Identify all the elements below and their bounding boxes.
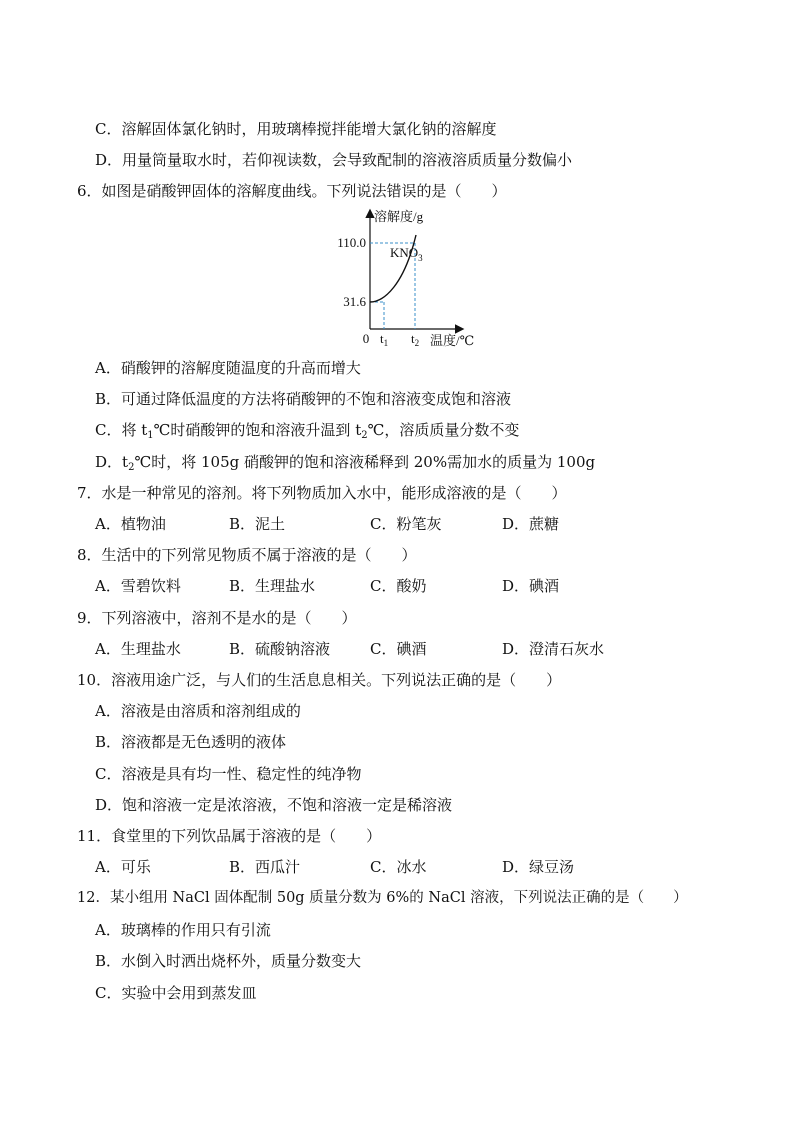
q7-option-d: D．蔗糖 [502,515,560,533]
q8-option-a: A．雪碧饮料 [95,577,181,595]
q12-stem: 12．某小组用 NaCl 固体配制 50g 质量分数为 6%的 NaCl 溶液，下列说法正确的是（ ） [77,890,688,906]
q8-option-d: D．碘酒 [502,577,560,595]
q7-option-b: B．泥土 [229,515,286,533]
q11-option-b: B．西瓜汁 [229,858,301,876]
q10-stem: 10．溶液用途广泛，与人们的生活息息相关。下列说法正确的是（ ） [77,671,562,689]
y-axis-label: 溶解度/g [374,209,424,224]
q9-stem: 9．下列溶液中，溶剂不是水的是（ ） [77,609,357,627]
q11-option-c: C．冰水 [370,858,427,876]
q8-stem: 8．生活中的下列常见物质不属于溶液的是（ ） [77,546,417,564]
q6-stem: 6．如图是硝酸钾固体的溶解度曲线。下列说法错误的是（ ） [77,182,507,200]
q11-option-a: A．可乐 [95,858,151,876]
q10-option-a: A．溶液是由溶质和溶剂组成的 [95,702,301,720]
q5-option-d: D．用量筒量取水时，若仰视读数，会导致配制的溶液溶质质量分数偏小 [95,151,573,169]
q8-option-b: B．生理盐水 [229,577,316,595]
q12-option-b: B．水倒入时洒出烧杯外，质量分数变大 [95,952,362,970]
x-tick-t1: $t_1$ [380,331,389,348]
q7-stem: 7．水是一种常见的溶剂。将下列物质加入水中，能形成溶液的是（ ） [77,484,567,502]
q6-option-a: A．硝酸钾的溶解度随温度的升高而增大 [95,359,361,377]
q12-option-a: A．玻璃棒的作用只有引流 [95,921,271,939]
q6-option-c: C．将 $t_1℃$时硝酸钾的饱和溶液升温到 $t_2℃$，溶质质量分数不变 [95,421,520,441]
origin-label: 0 [362,331,370,346]
solubility-curve-chart [328,205,488,350]
series-label-kno3: $KNO_3$ [390,245,423,263]
q11-option-d: D．绿豆汤 [502,858,575,876]
q9-option-d: D．澄清石灰水 [502,640,605,658]
q7-option-a: A．植物油 [95,515,166,533]
x-axis-label: 温度/℃ [430,333,475,348]
x-tick-t2: $t_2$ [411,331,420,348]
q9-option-c: C．碘酒 [370,640,427,658]
q9-option-b: B．硫酸钠溶液 [229,640,331,658]
q9-option-a: A．生理盐水 [95,640,181,658]
q8-option-c: C．酸奶 [370,577,427,595]
q7-option-c: C．粉笔灰 [370,515,442,533]
q6-option-d: D．$t_2℃$时，将 105g 硝酸钾的饱和溶液稀释到 20%需加水的质量为 100g [95,453,596,473]
y-tick-31-6: 31.6 [343,294,366,309]
q5-option-c: C．溶解固体氯化钠时，用玻璃棒搅拌能增大氯化钠的溶解度 [95,120,497,138]
q10-option-c: C．溶液是具有均一性、稳定性的纯净物 [95,765,362,783]
q6-option-b: B．可通过降低温度的方法将硝酸钾的不饱和溶液变成饱和溶液 [95,390,512,408]
y-tick-110: 110.0 [337,235,366,250]
q11-stem: 11．食堂里的下列饮品属于溶液的是（ ） [77,827,382,845]
q10-option-d: D．饱和溶液一定是浓溶液，不饱和溶液一定是稀溶液 [95,796,453,814]
q12-option-c: C．实验中会用到蒸发皿 [95,984,257,1002]
q10-option-b: B．溶液都是无色透明的液体 [95,733,287,751]
